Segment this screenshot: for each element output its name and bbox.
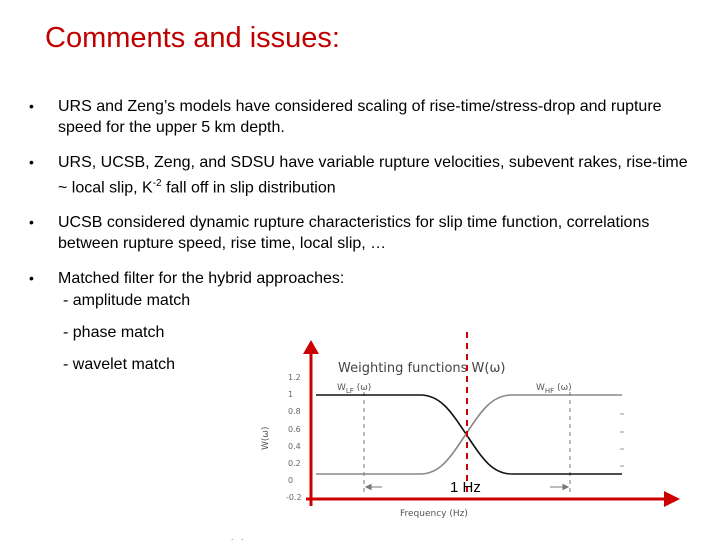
y-tick: -0.2 (286, 493, 302, 502)
y-tick-labels (286, 373, 302, 502)
slide-title: Comments and issues: (45, 22, 340, 54)
bullet-item (29, 152, 699, 198)
y-tick: 0.2 (288, 459, 301, 468)
bullet-dot: • (29, 214, 34, 231)
whf-curve (316, 395, 622, 474)
wlf-curve (316, 395, 622, 474)
x-axis-label: Frequency (Hz) (400, 509, 468, 519)
bullet-dot: • (29, 98, 34, 114)
right-tick-marks (620, 414, 624, 466)
red-x-arrowhead (664, 491, 680, 507)
y-axis-label: W(ω) (261, 426, 271, 450)
y-tick: 1 (288, 390, 294, 399)
bullet-text: UCSB considered dynamic rupture characteristics for slip time function, correlations between rupture speed, rise time, local slip, … (58, 214, 650, 253)
bullet-dot: • (29, 154, 34, 170)
bullet-item (29, 268, 699, 289)
whf-label: $W_{HF}$ (ω) (536, 383, 572, 395)
crossover-label: 1 Hz (450, 479, 481, 496)
bullet-text: URS and Zeng’s models have considered scaling of rise-time/stress-drop and rupture speed for the upper 5 km depth. (58, 98, 662, 136)
bullet-superscript: -2 (152, 178, 162, 189)
bullet-text-after: fall off in slip distribution (161, 179, 336, 197)
bullet-list (29, 96, 699, 303)
y-tick: 0.4 (288, 442, 301, 451)
red-y-arrowhead (303, 340, 319, 354)
y-tick: 0 (288, 476, 294, 485)
bullet-dot: • (29, 270, 34, 287)
bullet-text: Matched filter for the hybrid approaches: (58, 270, 345, 288)
y-tick: 1.2 (288, 373, 301, 382)
sub-item-wavelet: - wavelet match (63, 356, 176, 373)
sub-item-amplitude: - amplitude match (63, 292, 191, 309)
bullet-text: URS, UCSB, Zeng, and SDSU have variable rupture velocities, subevent rakes, rise-time ~ local slip, K (58, 154, 688, 197)
figure-title: Weighting functions W(ω) (338, 361, 506, 376)
wlf-label: $W_{LF}$ (ω) (337, 383, 372, 395)
y-tick: 0.6 (288, 425, 301, 434)
bullet-item (29, 212, 699, 254)
bullet-item (29, 96, 699, 138)
sub-item-phase: - phase match (63, 324, 165, 341)
y-tick: 0.8 (288, 407, 301, 416)
